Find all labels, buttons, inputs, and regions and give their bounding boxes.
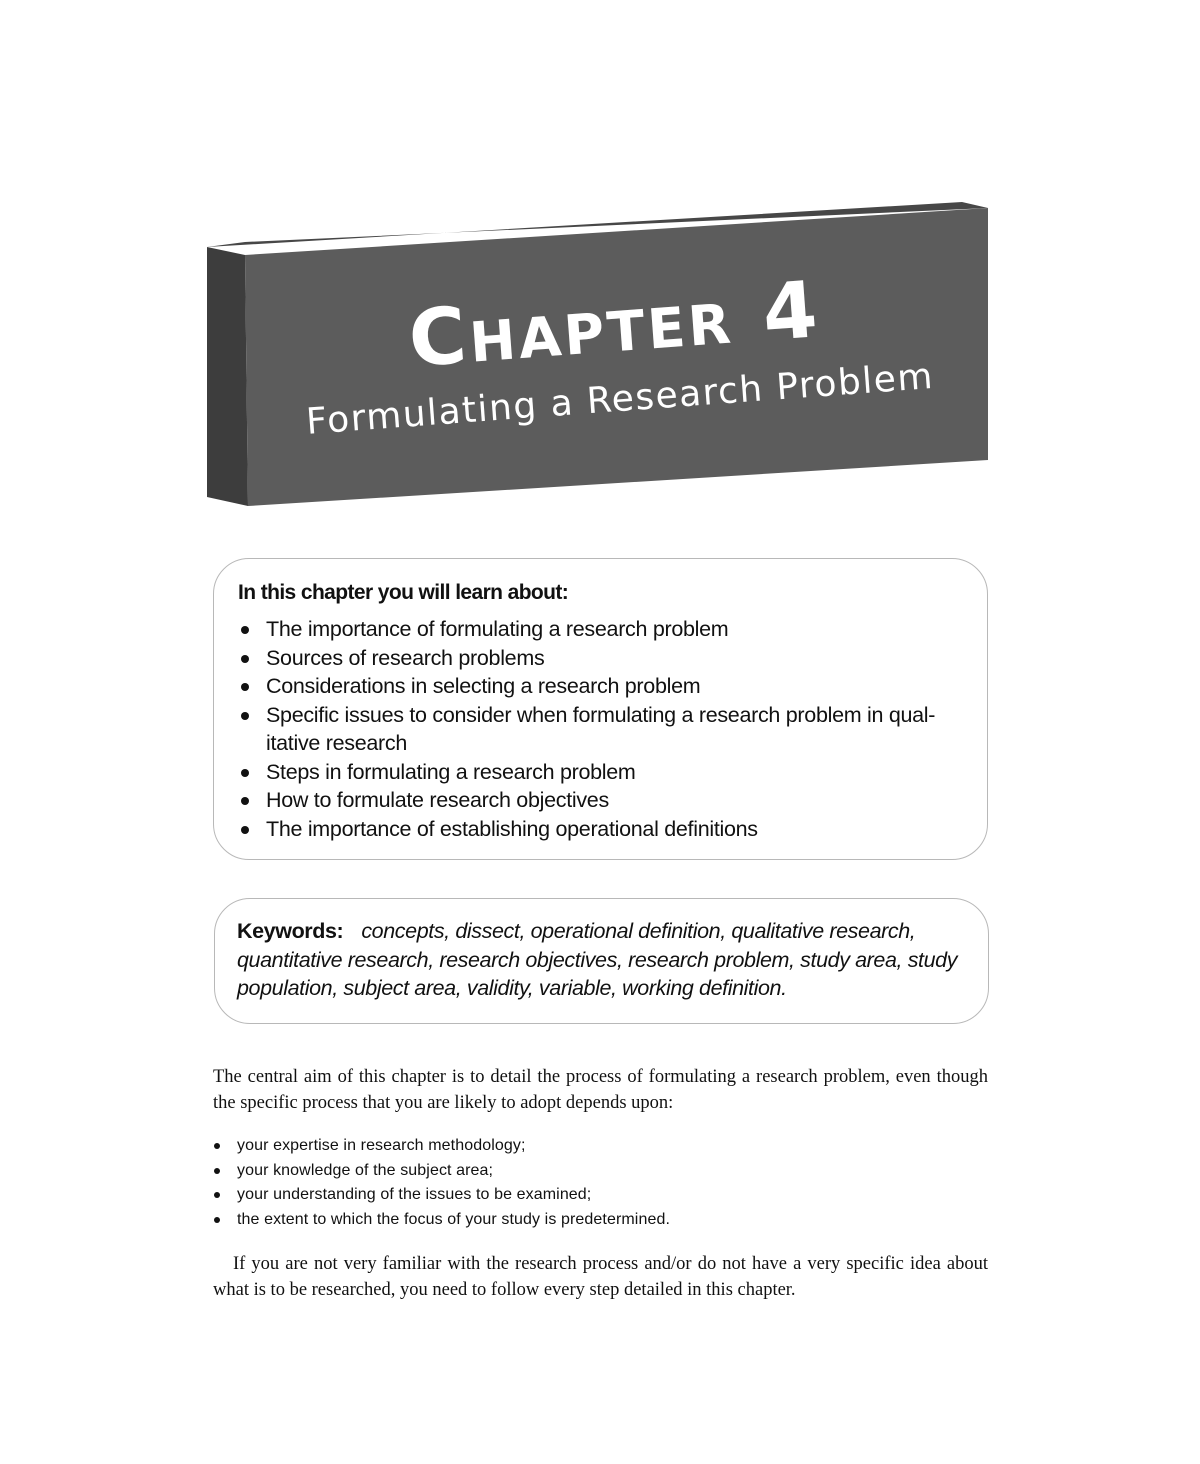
banner-side-face bbox=[207, 247, 248, 506]
chapter-banner bbox=[0, 0, 1200, 520]
intro-paragraph: The central aim of this chapter is to detail the process of formulating a research problem, even though the specific process that you are likely to adopt depends upon: bbox=[213, 1067, 988, 1113]
keywords-label: Keywords: bbox=[237, 919, 344, 943]
closing-paragraph: If you are not very familiar with the research process and/or do not have a very specific idea about what is to be researched, you need to follow every step detailed in this chapter. bbox=[213, 1254, 988, 1300]
list-item: the extent to which the focus of your study is predetermined. bbox=[213, 1208, 988, 1233]
list-item: How to formulate research objectives bbox=[238, 786, 963, 815]
keywords-box bbox=[214, 898, 989, 1024]
keywords-list: concepts, dissect, operational definition, qualitative research, quantitative research, research objectives, research problem, study area, study population, subject area, validity, variable, working definition. bbox=[237, 919, 958, 1000]
learning-objectives-list bbox=[238, 615, 963, 843]
learning-objectives-heading: In this chapter you will learn about: bbox=[238, 581, 569, 604]
learning-objectives-box bbox=[213, 558, 988, 860]
list-item: Sources of research problems bbox=[238, 644, 963, 673]
list-item: your expertise in research methodology; bbox=[213, 1134, 988, 1159]
list-item: your understanding of the issues to be examined; bbox=[213, 1183, 988, 1208]
list-item: Steps in formulating a research problem bbox=[238, 758, 963, 787]
chapter-subtitle: Formulating a Research Problem bbox=[304, 355, 936, 443]
list-item: The importance of formulating a research problem bbox=[238, 615, 963, 644]
list-item: your knowledge of the subject area; bbox=[213, 1159, 988, 1184]
chapter-title: Chapter 4 bbox=[405, 265, 824, 386]
depends-upon-list bbox=[213, 1134, 988, 1232]
list-item: Specific issues to consider when formulating a research problem in qual-itative research bbox=[238, 701, 963, 758]
list-item: Considerations in selecting a research problem bbox=[238, 672, 963, 701]
list-item: The importance of establishing operational definitions bbox=[238, 815, 963, 844]
keywords-text bbox=[237, 917, 966, 1003]
